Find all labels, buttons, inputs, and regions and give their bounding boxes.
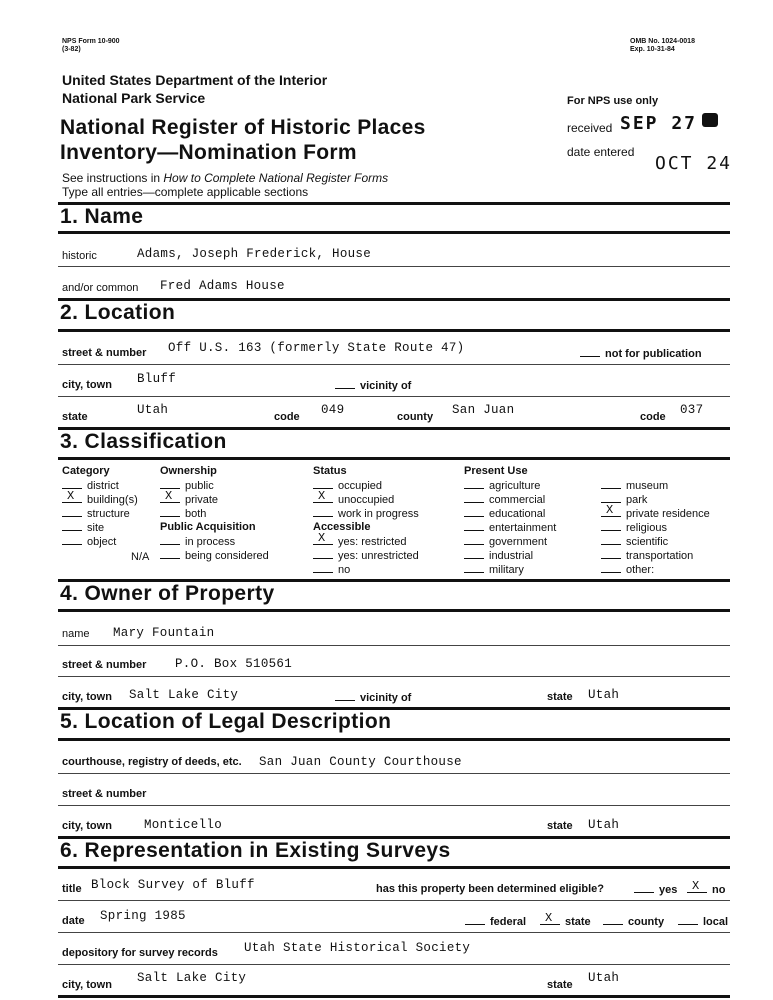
checkbox-blank[interactable] <box>464 493 484 503</box>
accessible-header: Accessible <box>313 521 371 533</box>
checkbox-blank[interactable] <box>313 479 333 489</box>
owner-state-field[interactable]: Utah <box>588 688 620 702</box>
classification-option[interactable] <box>160 489 219 507</box>
vicinity-option[interactable] <box>335 379 411 392</box>
option-label: occupied <box>338 480 383 492</box>
yes-label: yes <box>659 884 678 896</box>
checkbox-blank[interactable] <box>464 535 484 545</box>
present-use-header: Present Use <box>464 465 528 477</box>
survey-city-field[interactable]: Salt Lake City <box>137 971 247 985</box>
state-checkmark: X <box>545 911 553 925</box>
classification-option[interactable] <box>464 479 556 493</box>
common-name-field[interactable]: Fred Adams House <box>160 279 285 293</box>
checkmark: X <box>165 489 173 503</box>
common-label: and/or common <box>62 282 139 294</box>
option-label: other: <box>626 564 655 576</box>
department: United States Department of the Interior <box>62 72 328 88</box>
field-line <box>58 396 730 397</box>
county-field[interactable]: San Juan <box>452 403 515 417</box>
eligible-no-option[interactable] <box>687 879 726 896</box>
owner-name-label: name <box>62 628 90 640</box>
vicinity-label: vicinity of <box>360 380 412 392</box>
checkbox-blank[interactable] <box>464 521 484 531</box>
state-option-label: state <box>565 916 591 928</box>
section-divider <box>58 231 730 234</box>
present-use-list-1 <box>464 479 556 577</box>
federal-option[interactable] <box>465 915 526 928</box>
acquisition-header: Public Acquisition <box>160 521 256 533</box>
classification-option[interactable] <box>464 549 556 563</box>
section-2-title: 2. Location <box>60 301 176 324</box>
legal-state-field[interactable]: Utah <box>588 818 620 832</box>
survey-date-label: date <box>62 915 85 927</box>
option-label: military <box>489 564 524 576</box>
status-list <box>313 479 419 521</box>
section-divider <box>58 738 730 741</box>
state-option[interactable] <box>540 911 591 928</box>
classification-option[interactable] <box>313 489 419 507</box>
instructions-prefix: See instructions in <box>62 171 164 185</box>
checkmark: X <box>318 489 326 503</box>
classification-option[interactable] <box>62 489 138 507</box>
option-label: structure <box>87 508 130 520</box>
option-label: yes: restricted <box>338 536 407 548</box>
present-use-list-2 <box>601 479 710 577</box>
received-label: received <box>567 121 613 135</box>
local-label: local <box>703 916 729 928</box>
section-5-title: 5. Location of Legal Description <box>60 710 392 733</box>
option-label: no <box>338 564 351 576</box>
checkbox-blank[interactable] <box>601 479 621 489</box>
checkmark: X <box>67 489 75 503</box>
state-code-field[interactable]: 049 <box>321 403 345 417</box>
option-label: park <box>626 494 648 506</box>
classification-option[interactable] <box>313 563 419 577</box>
option-label: unoccupied <box>338 494 395 506</box>
option-label: both <box>185 508 207 520</box>
date-entered-label: date entered <box>567 145 635 159</box>
section-divider <box>58 329 730 332</box>
classification-option[interactable] <box>313 531 419 549</box>
no-checkmark: X <box>692 879 700 893</box>
classification-option[interactable] <box>160 549 269 563</box>
legal-street-label: street & number <box>62 788 147 800</box>
checkbox-blank[interactable] <box>160 489 180 503</box>
accessible-list <box>313 531 419 577</box>
nps-use-label: For NPS use only <box>567 95 659 107</box>
owner-vicinity-label: vicinity of <box>360 692 412 704</box>
courthouse-label: courthouse, registry of deeds, etc. <box>62 756 242 768</box>
survey-title-field[interactable]: Block Survey of Bluff <box>91 878 255 892</box>
checkbox-blank[interactable] <box>313 549 333 559</box>
legal-city-label: city, town <box>62 820 112 832</box>
checkbox-blank[interactable] <box>464 507 484 517</box>
option-label: scientific <box>626 536 669 548</box>
option-label: private residence <box>626 508 710 520</box>
ownership-list <box>160 479 218 521</box>
option-label: site <box>87 522 105 534</box>
option-label: private <box>185 494 219 506</box>
checkbox-blank[interactable] <box>464 563 484 573</box>
eligible-question: has this property been determined eligible? <box>376 883 604 895</box>
option-label: commercial <box>489 494 546 506</box>
depository-label: depository for survey records <box>62 947 218 959</box>
checkbox-blank[interactable] <box>313 507 333 517</box>
option-label: yes: unrestricted <box>338 550 419 562</box>
owner-name-field[interactable]: Mary Fountain <box>113 626 215 640</box>
service: National Park Service <box>62 90 206 106</box>
eligible-yes-option[interactable] <box>634 883 677 896</box>
depository-field[interactable]: Utah State Historical Society <box>244 941 471 955</box>
historic-label: historic <box>62 250 97 262</box>
option-label: agriculture <box>489 480 541 492</box>
field-line <box>58 364 730 365</box>
status-header: Status <box>313 465 347 477</box>
location-city-field[interactable]: Bluff <box>137 372 177 386</box>
historic-name-field[interactable]: Adams, Joseph Frederick, House <box>137 247 372 261</box>
courthouse-field[interactable]: San Juan County Courthouse <box>259 755 462 769</box>
classification-option[interactable] <box>464 521 556 535</box>
federal-label: federal <box>490 916 527 928</box>
checkbox-blank[interactable] <box>160 549 180 559</box>
form-title-line2: Inventory—Nomination Form <box>60 141 357 164</box>
owner-street-label: street & number <box>62 659 147 671</box>
checkbox-blank[interactable] <box>601 521 621 531</box>
option-label: industrial <box>489 550 534 562</box>
county-code-label: code <box>640 411 666 423</box>
classification-option[interactable] <box>313 479 419 493</box>
classification-option[interactable] <box>601 535 710 549</box>
checkbox-blank[interactable] <box>601 549 621 559</box>
option-label: museum <box>626 480 669 492</box>
classification-option[interactable] <box>62 535 138 549</box>
checkbox-blank[interactable] <box>464 549 484 559</box>
checkbox-blank[interactable] <box>62 479 82 489</box>
not-for-publication-label: not for publication <box>605 348 702 360</box>
classification-option[interactable] <box>313 549 419 563</box>
classification-option[interactable] <box>464 535 556 549</box>
field-line <box>58 645 730 646</box>
date-entered-stamp: OCT 24 <box>655 153 733 174</box>
checkbox-blank[interactable] <box>160 479 180 489</box>
location-state-field[interactable]: Utah <box>137 403 169 417</box>
field-line <box>58 676 730 677</box>
section-divider <box>58 995 730 998</box>
option-label: religious <box>626 522 667 534</box>
option-label: being considered <box>185 550 269 562</box>
classification-option[interactable] <box>601 549 710 563</box>
checkbox-blank[interactable] <box>160 507 180 517</box>
field-line <box>58 964 730 965</box>
category-header: Category <box>62 465 110 477</box>
survey-city-label: city, town <box>62 979 112 991</box>
section-1-title: 1. Name <box>60 205 144 228</box>
checkbox-blank[interactable] <box>160 535 180 545</box>
survey-state-label: state <box>547 979 573 991</box>
form-title-line1: National Register of Historic Places <box>60 116 426 139</box>
section-divider <box>58 609 730 612</box>
location-street-field[interactable]: Off U.S. 163 (formerly State Route 47) <box>168 341 465 355</box>
owner-state-label: state <box>547 691 573 703</box>
section-divider <box>58 866 730 869</box>
owner-street-field[interactable]: P.O. Box 510561 <box>175 657 293 671</box>
instructions-line2: Type all entries—complete applicable sections <box>62 185 309 199</box>
classification-option[interactable] <box>62 507 138 521</box>
redaction-mark <box>702 113 718 127</box>
classification-option[interactable] <box>464 493 556 507</box>
owner-vicinity-option[interactable] <box>335 691 411 704</box>
form-number: NPS Form 10-900 <box>62 38 120 45</box>
county-code-field[interactable]: 037 <box>680 403 704 417</box>
classification-option[interactable] <box>601 563 710 577</box>
checkbox-blank[interactable] <box>62 489 82 503</box>
checkbox-blank[interactable] <box>601 493 621 503</box>
classification-option[interactable] <box>601 479 710 493</box>
received-stamp: SEP 27 <box>620 113 698 134</box>
classification-option[interactable] <box>160 507 218 521</box>
omb-number: OMB No. 1024-0018 <box>630 38 695 45</box>
checkbox-blank[interactable] <box>313 489 333 503</box>
local-option[interactable] <box>678 915 728 928</box>
category-list <box>62 479 138 549</box>
checkbox-blank[interactable] <box>464 479 484 489</box>
classification-option[interactable] <box>313 507 419 521</box>
checkbox-blank[interactable] <box>313 563 333 573</box>
section-divider <box>58 457 730 460</box>
checkmark: X <box>606 503 614 517</box>
checkmark: X <box>318 531 326 545</box>
classification-option[interactable] <box>464 507 556 521</box>
field-line <box>58 773 730 774</box>
city-label: city, town <box>62 379 112 391</box>
checkbox-blank[interactable] <box>313 531 333 545</box>
section-3-title: 3. Classification <box>60 430 227 453</box>
state-label: state <box>62 411 88 423</box>
field-line <box>58 900 730 901</box>
option-label: work in progress <box>338 508 419 520</box>
option-label: entertainment <box>489 522 557 534</box>
classification-option[interactable] <box>464 563 556 577</box>
owner-city-field[interactable]: Salt Lake City <box>129 688 239 702</box>
classification-option[interactable] <box>160 535 269 549</box>
county-label: county <box>397 411 434 423</box>
legal-state-label: state <box>547 820 573 832</box>
owner-city-label: city, town <box>62 691 112 703</box>
code-label: code <box>274 411 300 423</box>
classification-option[interactable] <box>601 503 710 521</box>
classification-option[interactable] <box>62 521 138 535</box>
survey-title-label: title <box>62 883 82 895</box>
field-line <box>58 266 730 267</box>
survey-state-field[interactable]: Utah <box>588 971 620 985</box>
option-label: in process <box>185 536 236 548</box>
section-6-title: 6. Representation in Existing Surveys <box>60 839 451 862</box>
street-label: street & number <box>62 347 147 359</box>
legal-city-field[interactable]: Monticello <box>144 818 223 832</box>
survey-date-field[interactable]: Spring 1985 <box>100 909 186 923</box>
option-label: educational <box>489 508 546 520</box>
form-revision: (3-82) <box>62 46 81 53</box>
checkbox-blank[interactable] <box>601 503 621 517</box>
ownership-header: Ownership <box>160 465 217 477</box>
section-divider <box>58 202 730 205</box>
checkbox-blank[interactable] <box>601 535 621 545</box>
checkbox-blank[interactable] <box>62 521 82 531</box>
acquisition-na: N/A <box>131 551 150 563</box>
acquisition-list <box>160 535 269 563</box>
checkbox-blank[interactable] <box>62 507 82 517</box>
option-label: government <box>489 536 548 548</box>
field-line <box>58 932 730 933</box>
option-label: district <box>87 480 119 492</box>
option-label: building(s) <box>87 494 138 506</box>
no-label: no <box>712 884 726 896</box>
classification-option[interactable] <box>601 493 710 507</box>
section-4-title: 4. Owner of Property <box>60 582 275 605</box>
field-line <box>58 805 730 806</box>
county-option-label: county <box>628 916 665 928</box>
checkbox-blank[interactable] <box>62 535 82 545</box>
county-option[interactable] <box>603 915 664 928</box>
expiration: Exp. 10-31-84 <box>630 46 675 53</box>
checkbox-blank[interactable] <box>601 563 621 573</box>
option-label: transportation <box>626 550 694 562</box>
option-label: object <box>87 536 117 548</box>
instructions-line1 <box>62 171 388 185</box>
instructions-title: How to Complete National Register Forms <box>163 171 389 185</box>
classification-option[interactable] <box>601 521 710 535</box>
option-label: public <box>185 480 214 492</box>
not-for-publication-option[interactable] <box>580 347 702 360</box>
